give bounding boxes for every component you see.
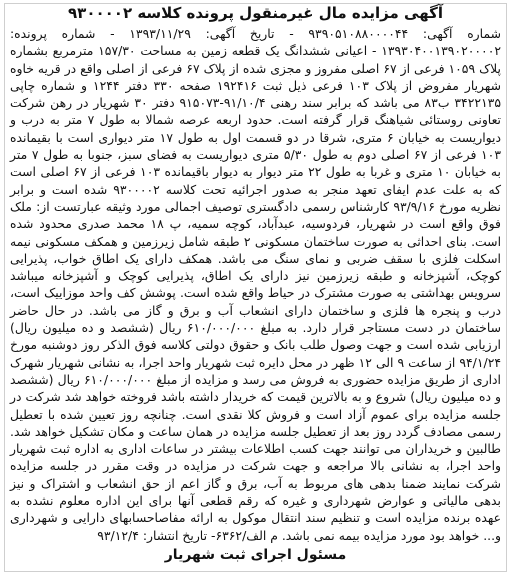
notice-signature: مسئول اجرای ثبت شهریار: [164, 546, 347, 563]
auction-notice: [10, 4, 501, 564]
notice-body: شماره آگهی: ۹۳۹۰۵۱۰۸۸۰۰۰۰۴۴ - تاریخ آگهی: ۱۳۹۳/۱۱/۲۹ - شماره پرونده: ۱۳۹۳۰۴۰۰۱۳۹۰۲۰۰۰۰۲ - اعیانی ششدانگ یک قطعه زمین به مساحت ۱۵۷/۳۰ مترمربع بشماره پلاک ۱۰۵۹ فرعی از ۶۷ اصلی مفروز و مجزی شده از پلاک ۶۷ فرعی از اصلی واقع در قریه خاوه شهریار مفروض از پلاک ۱۰۳ فرعی ذیل ثبت ۱۹۲۴۱۶ صفحه ۳۳۰ دفتر ۱۲۴۴ و شماره چاپی ۳۴۲۲۱۳۵ ب۸۳ می باشد که برابر سند رهنی ۹۱/۱۰/۴-۹۱۵۰۷۳ دفتر ۳۰ شهریار در رهن شرکت تعاونی روستائی شیاهنگ قرار گرفته است. حدود اربعه عرصه شمالا به طول ۷ متر به درب و دیواریست به خیابان ۶ متری، شرقا در دو قسمت اول به طول ۱۷ متر دیواری است با بقیمانده ۱۰۳ فرعی از ۶۷ اصلی دوم به طول ۵/۳۰ متری دیواریست به فضای سبز، جنوبا به طول ۷ متر به خیابان ۱۰ متری و غربا به طول ۲۲ متر دیوار به دیوار باقیمانده ۱۰۳ فرعی از ۶۷ اصلی است که به علت عدم ایفای تعهد منجر به صدور اجرائیه تحت کلاسه ۹۳۰۰۰۰۲ شده است و برابر نظریه مورخ ۹۳/۹/۱۶ کارشناس رسمی دادگستری توصیف اجمالی مورد وثیقه عبارتست از: ملک فوق واقع است در شهریار، فردوسیه، عبدآباد، کوچه سمیه، پ ۱۸ محمد صدری محدود شده است. بنای احداثی به صورت ساختمان مسکونی ۲ طبقه شامل زیرزمین و همکف مسکونی نیمه اسکلت فلزی با سقف ضربی و نمای سنگ می باشد. همکف دارای یک اطاق خواب، پذیرایی کوچک، آشپزخانه و طبقه زیرزمین نیز دارای یک اطاق، پذیرایی کوچک و آشپزخانه میباشد سرویس بهداشتی به صورت مشترک در حیاط واقع شده است. پوشش کف واحد موزاییک است، درب و پنجره ها فلزی و ساختمان دارای انشعاب آب و برق و گاز می باشد. در حال حاضر ساختمان در دست مستاجر قرار دارد. به مبلغ ۶۱۰/۰۰۰/۰۰۰ ریال (ششصد و ده میلیون ریال) ارزیابی شده است و جهت وصول طلب بانک و حقوق دولتی کلاسه فوق الذکر روز دوشنبه مورخ ۹۴/۱/۲۴ از ساعت ۹ الی ۱۲ ظهر در محل دایره ثبت شهریار واحد اجرا، به نشانی شهریار شهرک اداری از طریق مزایده حضوری به فروش می رسد و مزایده از مبلغ ۶۱۰/۰۰۰/۰۰۰ ریال (ششصد و ده میلیون ریال) شروع و به بالاترین قیمت که خریدار داشته باشد فروخته خواهد شد شرکت در جلسه مزایده برای عموم آزاد است و فروش کلا نقدی است. چنانچه روز تعیین شده با تعطیل رسمی مصادف گردد روز بعد از تعطیل جلسه مزایده در همان ساعت و مکان تشکیل خواهد شد. طالبین و خریداران می توانند جهت کسب اطلاعات بیشتر در ساعات اداری به اداره ثبت شهریار واحد اجرا، به نشانی بالا مراجعه و جهت شرکت در مزایده در وقت مقرر در جلسه مزایده شرکت نمایند ضمنا بدهی های مربوط به آب، برق و گاز اعم از حق انشعاب و اشتراک و نیز بدهی مالیاتی و عوارض شهرداری و غیره که رقم قطعی آنها برای این اداره معلوم نشده به عهده برنده مزایده است و تنظیم سند انتقال موکول به ارائه مفاصاحسابهای دارایی و شهرداری و... خواهد بود مورد مزایده بیمه نمی باشد. م الف/۶۳۶۲- تاریخ انتشار: ۹۳/۱۲/۴: [10, 26, 502, 543]
notice-title: آگهی مزایده مال غیرمنقول پرونده کلاسه ۹۳۰۰۰۰۲: [68, 4, 443, 22]
